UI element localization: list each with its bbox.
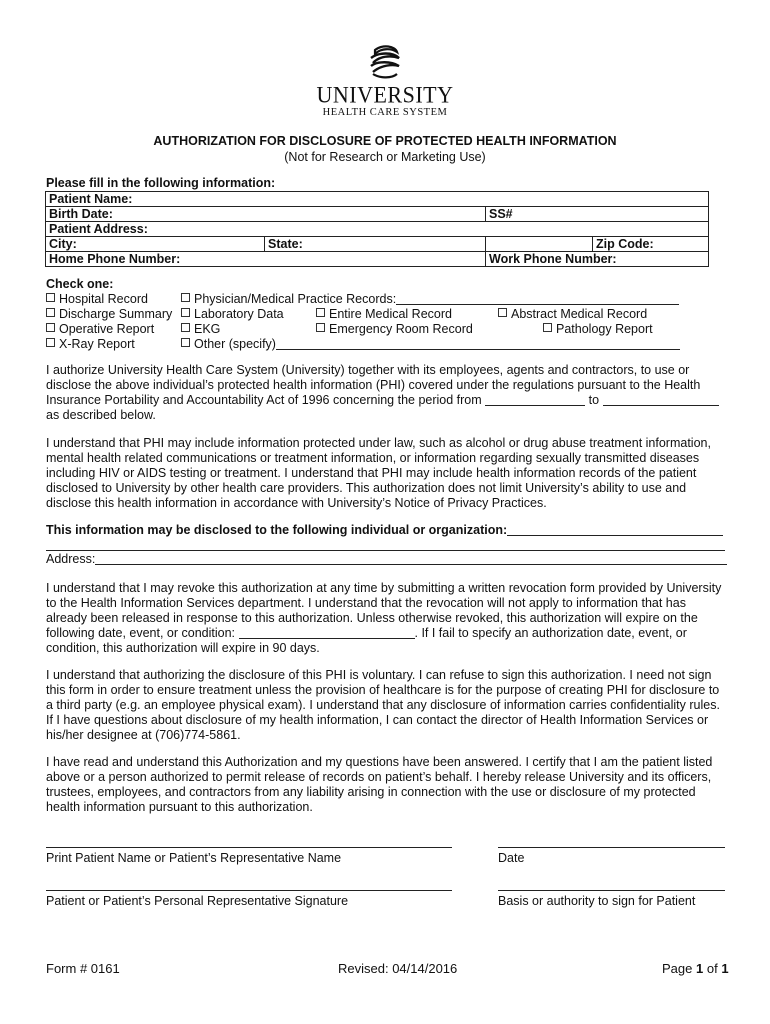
print-name-label: Print Patient Name or Patient’s Representative Name: [46, 851, 342, 865]
address-line: Address:: [46, 552, 728, 567]
patient-name-field[interactable]: Patient Name:: [46, 192, 709, 207]
address-input[interactable]: [95, 564, 727, 565]
ssn-field[interactable]: SS#: [486, 207, 709, 222]
revised-date: Revised: 04/14/2016: [338, 961, 458, 976]
checkbox-icon[interactable]: [181, 293, 190, 302]
form-number: Form # 0161: [46, 961, 120, 976]
checkbox-icon[interactable]: [46, 323, 55, 332]
checkbox-entire-record[interactable]: Entire Medical Record: [316, 307, 452, 321]
checkbox-icon[interactable]: [316, 308, 325, 317]
page-number: Page 1 of 1: [662, 961, 729, 976]
page-subtitle: (Not for Research or Marketing Use): [284, 150, 486, 164]
voluntary-paragraph: I understand that authorizing the disclosure of this PHI is voluntary. I can refuse to sign this authorization. I need not sign this form in order to ensure treatment unless the provision of healthcare is for the purpose of creating PHI for disclosure to a third party (e.g. an employee physical exam). I understand that any disclosure of information carries confidentiality rules. If I have questions about disclosure of my health information, I can contact the director of Health Information Services or his/her designee at (706)774-5861.: [46, 668, 720, 742]
date-label: Date: [498, 851, 525, 865]
date-line[interactable]: [498, 847, 725, 848]
checkbox-other[interactable]: Other (specify): [181, 337, 680, 351]
disclosed-to-line-2[interactable]: [46, 550, 725, 551]
disclosed-to-input[interactable]: [507, 535, 723, 536]
state-field[interactable]: State:: [265, 237, 486, 252]
authorization-paragraph: I authorize University Health Care System (University) together with its employees, agents and contractors, to use or disclose the above individual’s protected health information (PHI) covered under the regulations pursuant to the Health Insurance Portability and Accountability Act of 1996 concerning the period from to as described below.: [46, 363, 728, 423]
checkbox-pathology-report[interactable]: Pathology Report: [543, 322, 653, 336]
phi-paragraph: I understand that PHI may include information protected under law, such as alcohol or drug abuse treatment information, mental health related communications or treatment information, or information regarding sexually transmitted diseases including HIV or AIDS testing or treatment. I understand that PHI may include health information records of the patient disclosed to University by other health care providers. This authorization does not limit University’s ability to use and disclose this health information in accordance with University’s Notice of Privacy Practices.: [46, 436, 711, 510]
signature-label: Patient or Patient’s Personal Representative Signature: [46, 894, 349, 908]
checkbox-laboratory-data[interactable]: Laboratory Data: [181, 307, 284, 321]
zip-field[interactable]: Zip Code:: [596, 237, 654, 251]
checkbox-icon[interactable]: [498, 308, 507, 317]
expiration-condition-line[interactable]: [239, 638, 415, 639]
checkbox-xray-report[interactable]: X-Ray Report: [46, 337, 135, 351]
checkbox-ekg[interactable]: EKG: [181, 322, 220, 336]
logo-swirl-icon: [365, 44, 405, 82]
checkbox-icon[interactable]: [316, 323, 325, 332]
birth-date-field[interactable]: Birth Date:: [46, 207, 486, 222]
home-phone-field[interactable]: Home Phone Number:: [46, 252, 486, 267]
logo-wordmark: UNIVERSITY: [316, 81, 454, 108]
city-field[interactable]: City:: [46, 237, 265, 252]
checkbox-icon[interactable]: [543, 323, 552, 332]
checkbox-operative-report[interactable]: Operative Report: [46, 322, 154, 336]
patient-address-field[interactable]: Patient Address:: [46, 222, 709, 237]
checkbox-discharge-summary[interactable]: Discharge Summary: [46, 307, 172, 321]
revocation-paragraph: I understand that I may revoke this authorization at any time by submitting a written revocation form provided by University to the Health Information Services department. I understand that the revocation will not apply to information that has already been released in response to this authorization. Unless otherwise revoked, this authorization will expire on the following date, event, or condition: . If I fail to specify an authorization date, event, or condition, this authorization will expire in 90 days.: [46, 581, 722, 655]
checkbox-icon[interactable]: [46, 308, 55, 317]
checkbox-emergency-record[interactable]: Emergency Room Record: [316, 322, 473, 336]
other-specify-line[interactable]: [276, 349, 680, 350]
page-title: AUTHORIZATION FOR DISCLOSURE OF PROTECTED HEALTH INFORMATION: [153, 134, 617, 148]
checkbox-icon[interactable]: [46, 293, 55, 302]
patient-info-table: [45, 191, 709, 267]
checkbox-abstract-record[interactable]: Abstract Medical Record: [498, 307, 647, 321]
certification-paragraph: I have read and understand this Authorization and my questions have been answered. I certify that I am the patient listed above or a person authorized to permit release of records on patient’s behalf. I hereby release University and its officers, trustees, employees, and contractors from any liability arising in connection with the use or disclosure of my protected health information pursuant to this authorization.: [46, 755, 713, 814]
checkbox-icon[interactable]: [181, 323, 190, 332]
period-from-line[interactable]: [485, 405, 585, 406]
check-one-title: Check one:: [46, 277, 114, 291]
work-phone-field[interactable]: Work Phone Number:: [486, 252, 709, 267]
signature-line[interactable]: [46, 890, 452, 891]
physician-records-line[interactable]: [396, 304, 679, 305]
logo-subtitle: HEALTH CARE SYSTEM: [322, 107, 448, 118]
disclosed-to-line: This information may be disclosed to the following individual or organization:: [46, 523, 728, 538]
checkbox-icon[interactable]: [181, 338, 190, 347]
checkbox-icon[interactable]: [46, 338, 55, 347]
checkbox-hospital-record[interactable]: Hospital Record: [46, 292, 148, 306]
checkbox-icon[interactable]: [181, 308, 190, 317]
university-logo: [0, 44, 770, 118]
basis-line[interactable]: [498, 890, 725, 891]
print-name-line[interactable]: [46, 847, 452, 848]
checkbox-physician-records[interactable]: Physician/Medical Practice Records:: [181, 292, 679, 306]
fill-instructions: Please fill in the following information:: [46, 176, 276, 190]
period-to-line[interactable]: [603, 405, 719, 406]
basis-label: Basis or authority to sign for Patient: [498, 894, 696, 908]
